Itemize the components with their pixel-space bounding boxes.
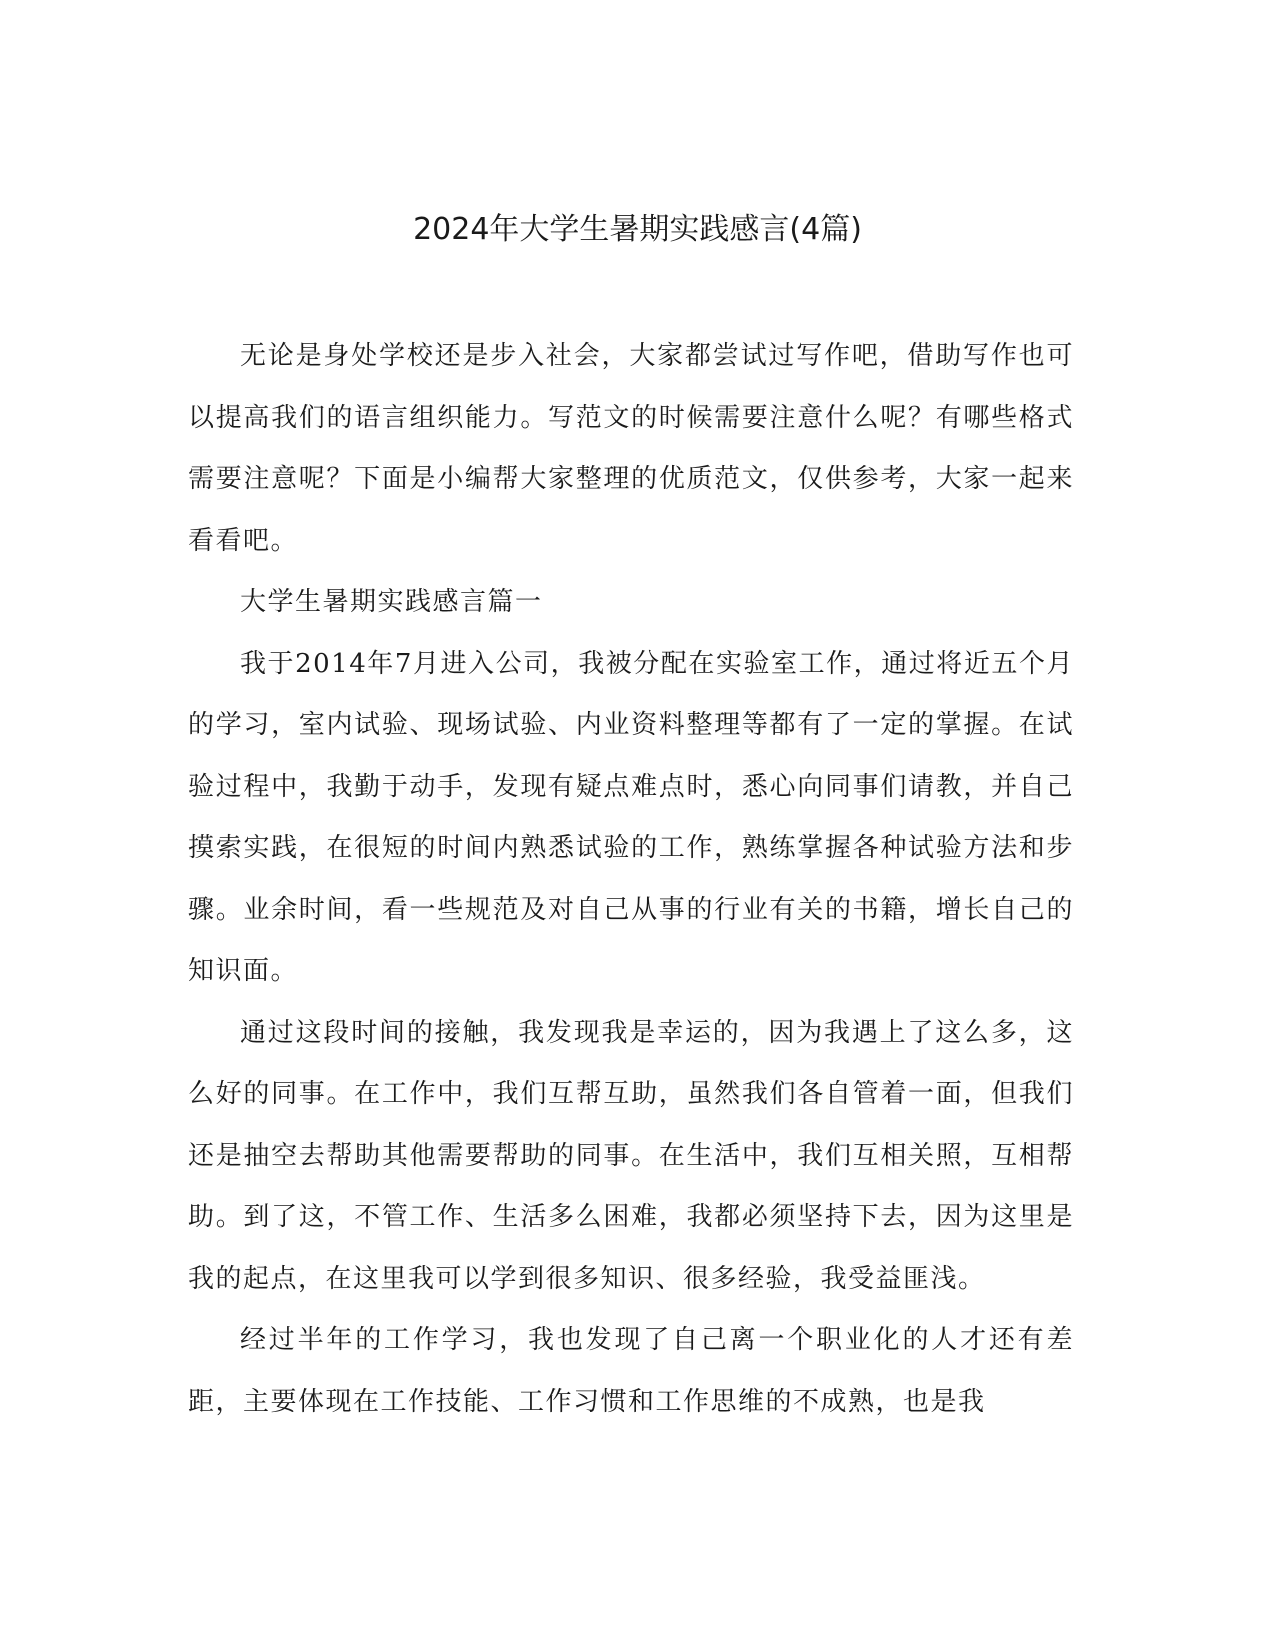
body-paragraph: 经过半年的工作学习，我也发现了自己离一个职业化的人才还有差距，主要体现在工作技能、工作习惯和工作思维的不成熟，也是我 bbox=[188, 1325, 1074, 1417]
document-body bbox=[188, 326, 1074, 1433]
section-heading: 大学生暑期实践感言篇一 bbox=[240, 587, 543, 617]
document-title: 2024年大学生暑期实践感言(4篇) bbox=[413, 212, 862, 247]
intro-paragraph: 无论是身处学校还是步入社会，大家都尝试过写作吧，借助写作也可以提高我们的语言组织能力。写范文的时候需要注意什么呢？有哪些格式需要注意呢？下面是小编帮大家整理的优质范文，仅供参考，大家一起来看看吧。 bbox=[188, 341, 1074, 556]
body-paragraph: 我于2014年7月进入公司，我被分配在实验室工作，通过将近五个月的学习，室内试验、现场试验、内业资料整理等都有了一定的掌握。在试验过程中，我勤于动手，发现有疑点难点时，悉心向同事们请教，并自己摸索实践，在很短的时间内熟悉试验的工作，熟练掌握各种试验方法和步骤。业余时间，看一些规范及对自己从事的行业有关的书籍，增长自己的知识面。 bbox=[188, 648, 1074, 986]
body-paragraph: 通过这段时间的接触，我发现我是幸运的，因为我遇上了这么多，这么好的同事。在工作中，我们互帮互助，虽然我们各自管着一面，但我们还是抽空去帮助其他需要帮助的同事。在生活中，我们互相关照，互相帮助。到了这，不管工作、生活多么困难，我都必须坚持下去，因为这里是我的起点，在这里我可以学到很多知识、很多经验，我受益匪浅。 bbox=[188, 1017, 1074, 1294]
